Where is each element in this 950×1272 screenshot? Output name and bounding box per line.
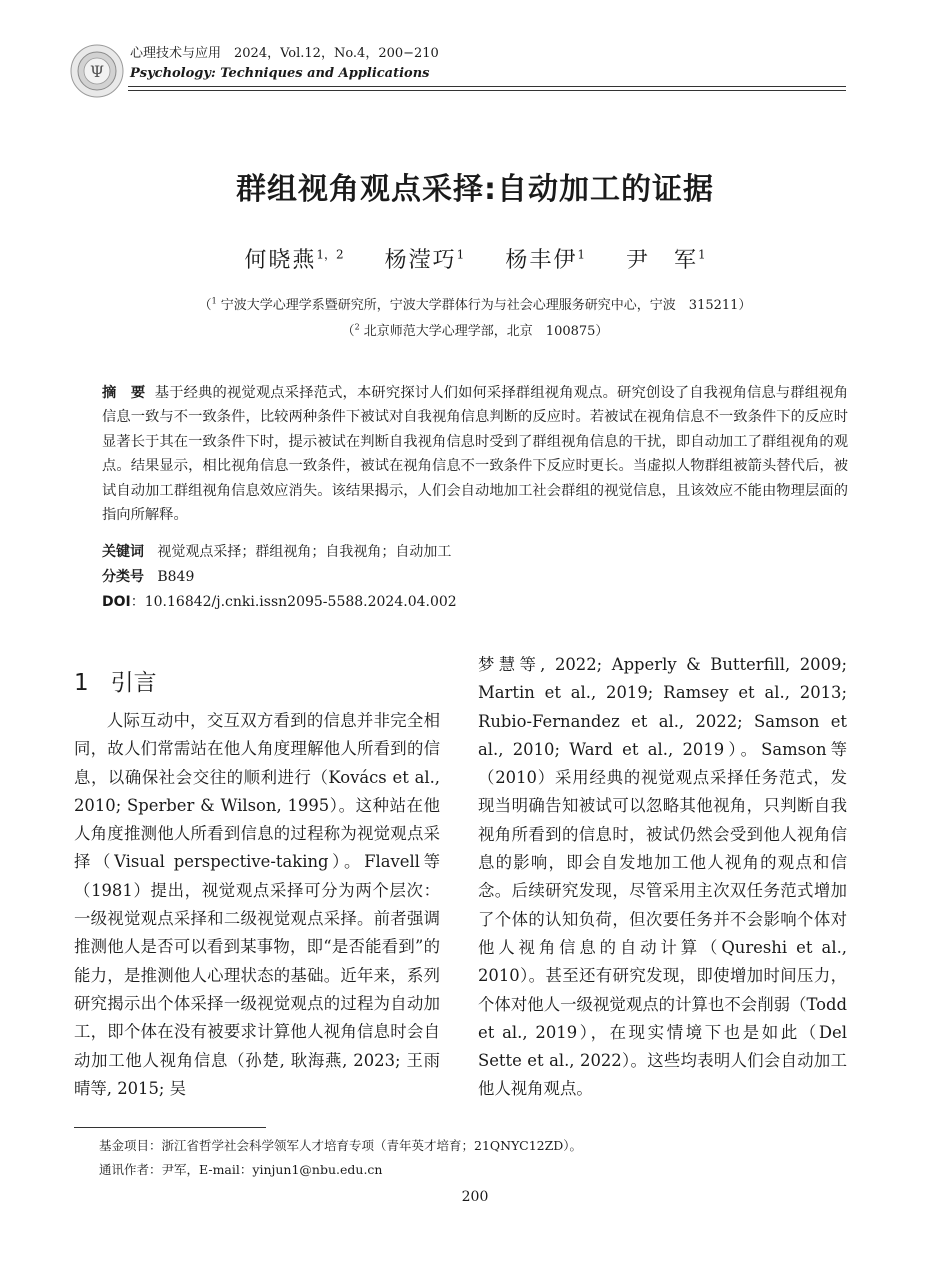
journal-name-en: Psychology: Techniques and Applications: [130, 66, 430, 81]
doi: DOI：10.16842/j.cnki.issn2095-5588.2024.04.002: [102, 594, 457, 610]
author: 尹 军$^1$: [625, 247, 706, 273]
header-rule-thin: [128, 90, 846, 91]
section-heading: 1 引言: [74, 670, 157, 696]
body-column-right: [478, 651, 847, 1104]
abstract-label: 摘 要: [102, 385, 146, 401]
journal-citation: 心理技术与应用 2024，Vol.12，No.4，200−210: [130, 46, 439, 61]
paragraph: 人际互动中，交互双方看到的信息并非完全相同，故人们常需站在他人角度理解他人所看到的信息，以确保社会交往的顺利进行（Kovács et al., 2010; Sperber & Wilson, 1995）。这种站在他人角度推测他人所看到信息的过程称为视觉观点采择（Visual perspective-taking）。Flavell等（1981）提出，视觉观点采择可分为两个层次：一级视觉观点采择和二级视觉观点采择。前者强调推测他人是否可以看到某事物，即“是否能看到”的能力，是推测他人心理状态的基础。近年来，系列研究揭示出个体采择一级视觉观点的过程为自动加工，即个体在没有被要求计算他人视角信息时会自动加工他人视角信息（孙楚, 耿海燕, 2023; 王雨晴等, 2015; 吴: [74, 711, 440, 1098]
paragraph: 梦慧等, 2022; Apperly & Butterfill, 2009; Martin et al., 2019; Ramsey et al., 2013; Rubio-Fernandez et al., 2022; Samson et al., 2010; Ward et al., 2019）。Samson等（2010）采用经典的视觉观点采择任务范式，发现当明确告知被试可以忽略其他视角，只判断自我视角所看到的信息时，被试仍然会受到他人视角信息的影响，即会自发地加工他人视角的观点和信念。后续研究发现，尽管采用主次双任务范式增加了个体的认知负荷，但次要任务并不会影响个体对他人视角信息的自动计算（Qureshi et al., 2010）。甚至还有研究发现，即使增加时间压力，个体对他人一级视觉观点的计算也不会削弱（Todd et al., 2019），在现实情境下也是如此（Del Sette et al., 2022）。这些均表明人们会自动加工他人视角观点。: [478, 655, 847, 1099]
author: 何晓燕$^{1,2}$: [244, 247, 344, 273]
logo-psi-symbol: Ψ: [89, 62, 105, 81]
footnote-rule: [74, 1127, 266, 1128]
paper-title: 群组视角观点采择:自动加工的证据: [236, 172, 714, 207]
abstract: [102, 381, 848, 527]
abstract-text: 基于经典的视觉观点采择范式，本研究探讨人们如何采择群组视角观点。研究创设了自我视角信息与群组视角信息一致与不一致条件，比较两种条件下被试对自我视角信息判断的反应时。若被试在视角信息不一致条件下的反应时显著长于其在一致条件下时，提示被试在判断自我视角信息时受到了群组视角信息的干扰，即自动加工了群组视角的观点。结果显示，相比视角信息一致条件，被试在视角信息不一致条件下反应时更长。当虚拟人物群组被箭头替代后，被试自动加工群组视角信息效应消失。该结果揭示，人们会自动地加工社会群组的视觉信息，且该效应不能由物理层面的指向所解释。: [102, 385, 848, 524]
footnote-correspondence: 通讯作者：尹军，E-mail：yinjun1@nbu.edu.cn: [99, 1162, 383, 1177]
footnote-funding: 基金项目：浙江省哲学社会科学领军人才培育专项（青年英才培育；21QNYC12ZD）。: [99, 1138, 583, 1153]
header-rule: [128, 86, 846, 87]
affiliation: （$^1$ 宁波大学心理学系暨研究所，宁波大学群体行为与社会心理服务研究中心，宁波 315211）: [198, 296, 752, 313]
page-number: 200: [461, 1189, 489, 1205]
author: 杨滢巧$^1$: [384, 247, 465, 273]
classification-number: 分类号 B849: [102, 569, 195, 585]
journal-logo: [70, 44, 124, 98]
affiliation: （$^2$ 北京师范大学心理学部，北京 100875）: [341, 322, 609, 339]
body-column-left: [74, 707, 440, 1103]
author-list: [0, 243, 950, 274]
keywords: 关键词 视觉观点采择；群组视角；自我视角；自动加工: [102, 544, 452, 560]
author: 杨丰伊$^1$: [505, 247, 585, 273]
